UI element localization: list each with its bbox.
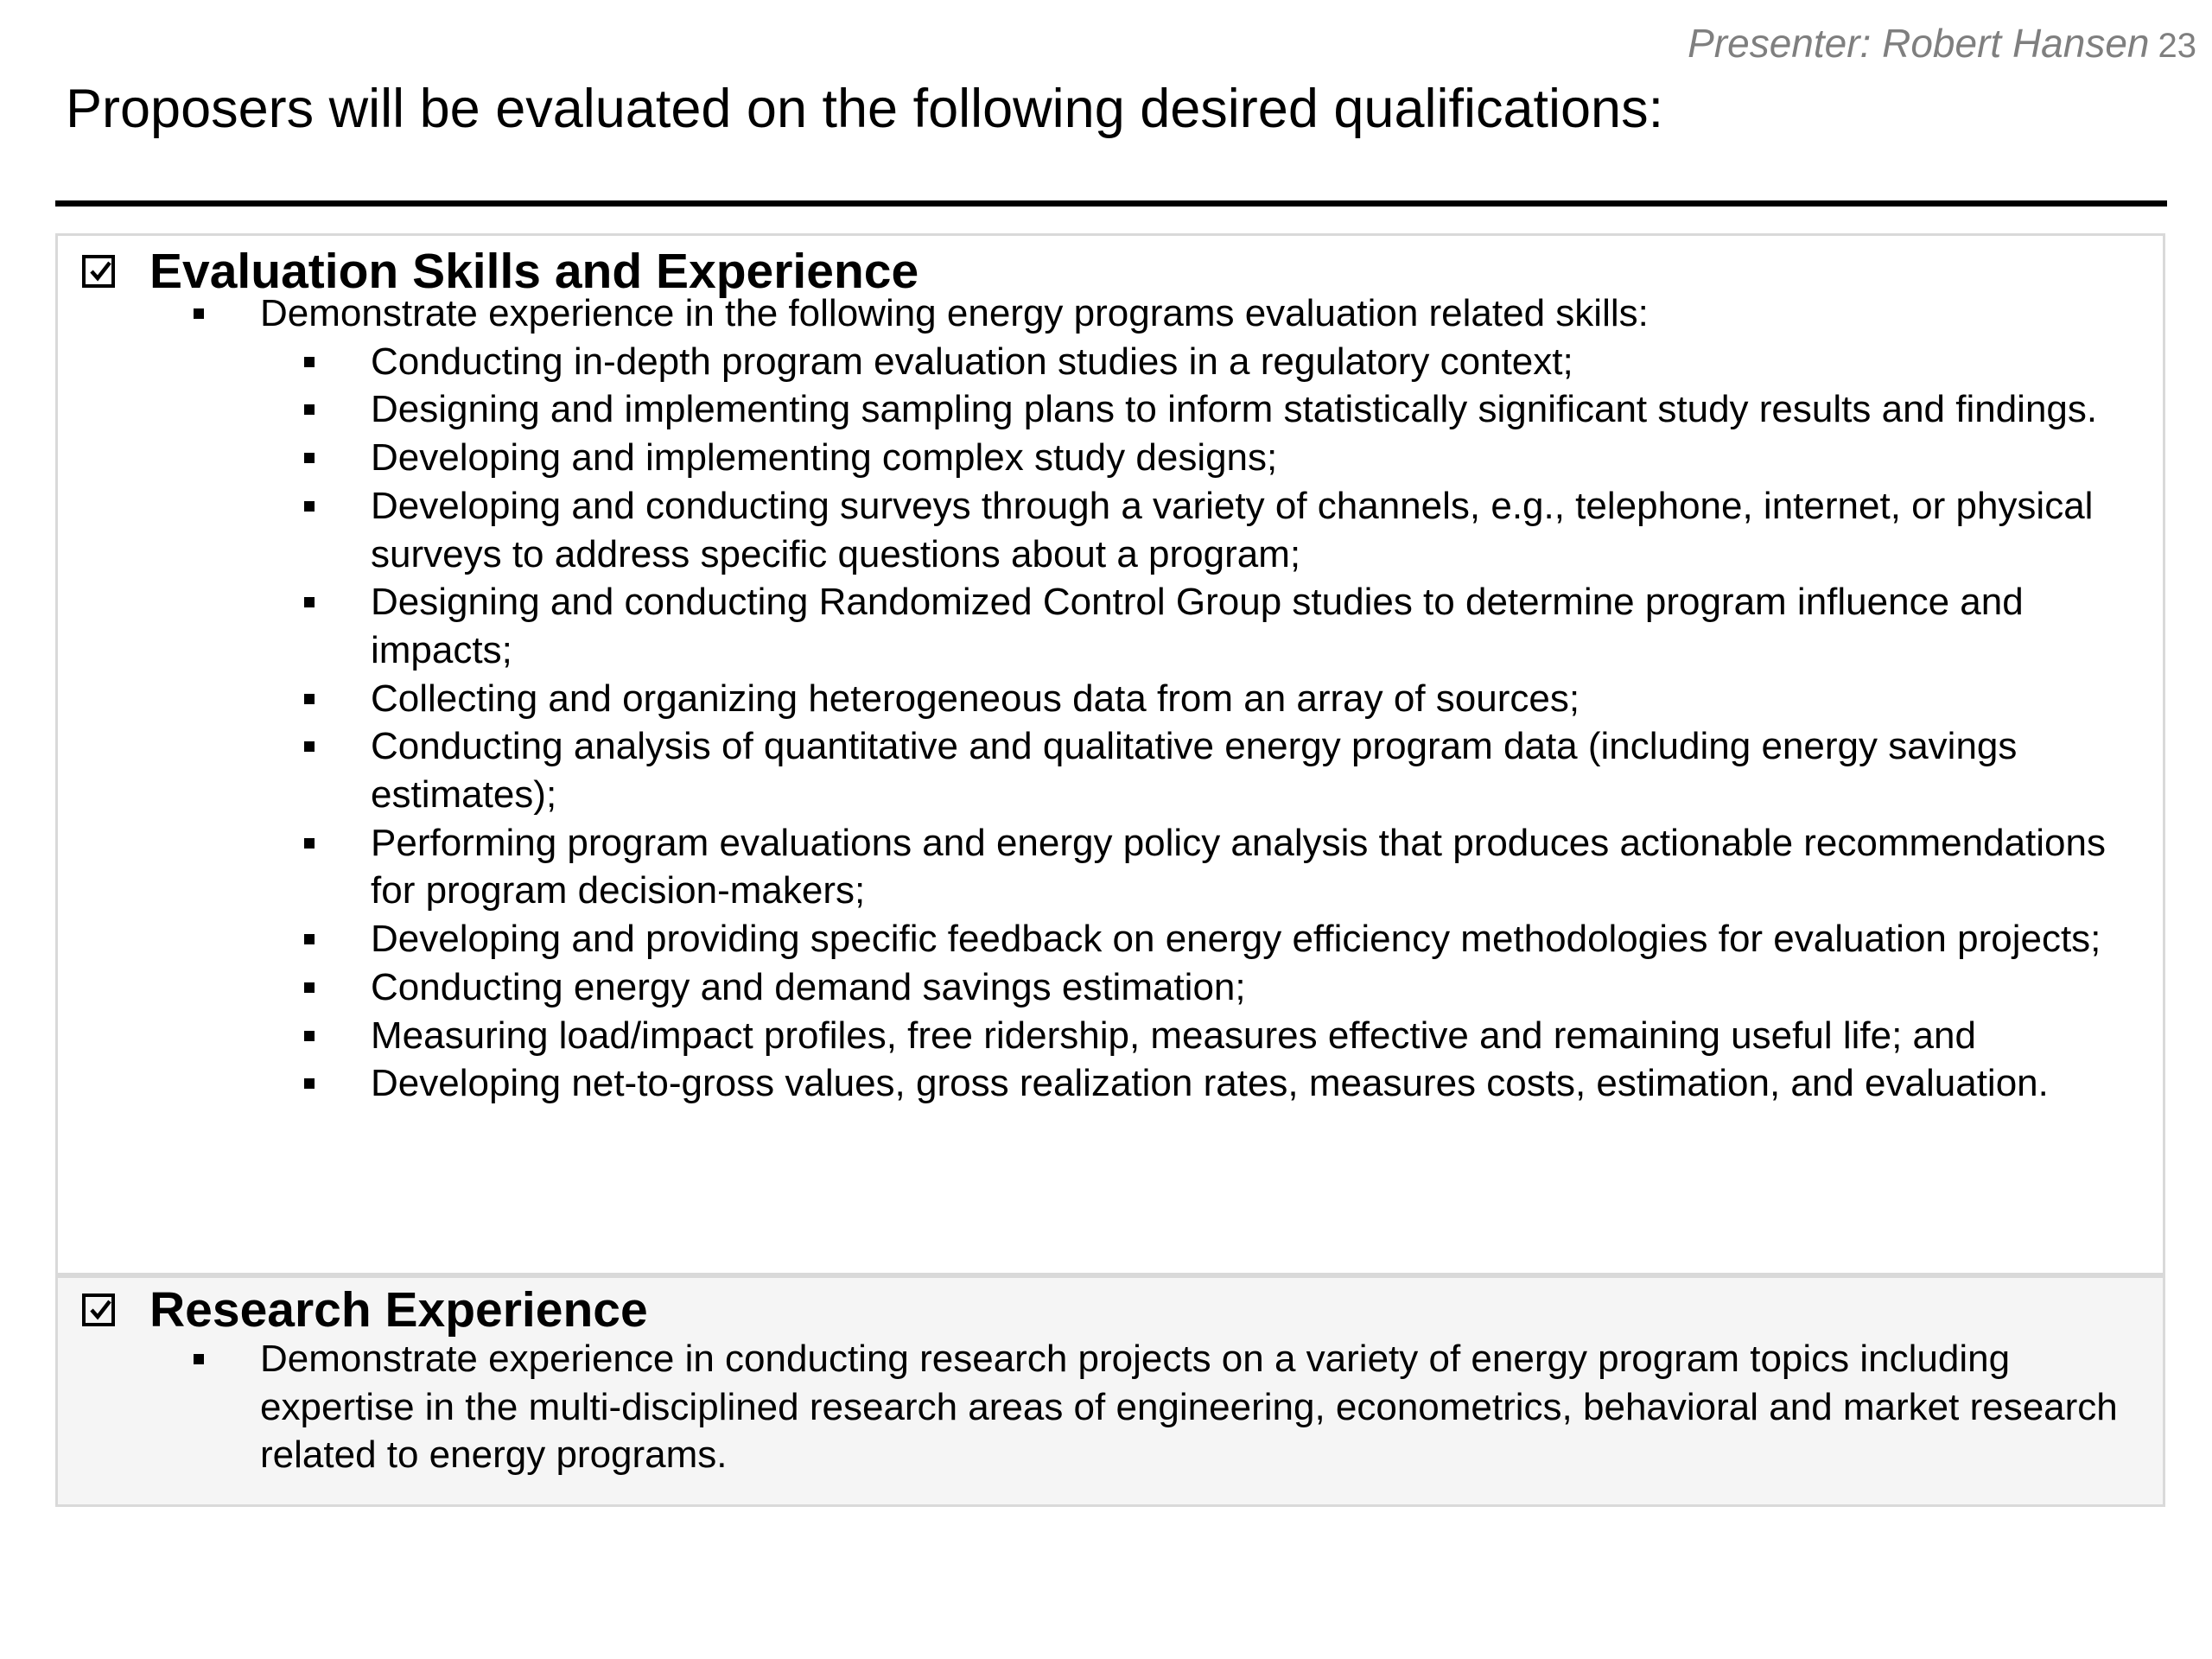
- section-evaluation-skills: [55, 233, 2165, 1275]
- skill-item: Developing net-to-gross values, gross realization rates, measures costs, estimation, and evaluation.: [371, 1059, 2163, 1108]
- section-heading: Research Experience: [149, 1282, 648, 1338]
- skill-item: Designing and conducting Randomized Control Group studies to determine program influence and impacts;: [371, 578, 2163, 674]
- skill-item: Conducting in-depth program evaluation studies in a regulatory context;: [371, 338, 2163, 386]
- section-intro-bullet: Demonstrate experience in the following energy programs evaluation related skills:: [260, 289, 2163, 338]
- skill-item: Developing and conducting surveys through a variety of channels, e.g., telephone, internet, or physical surveys to address specific questions about a program;: [371, 482, 2163, 578]
- skill-item: Conducting energy and demand savings estimation;: [371, 963, 2163, 1012]
- skills-list: [58, 338, 2163, 1108]
- skill-item: Conducting analysis of quantitative and qualitative energy program data (including energy savings estimates);: [371, 722, 2163, 818]
- page-title: Proposers will be evaluated on the following desired qualifications:: [66, 79, 1664, 139]
- skill-item: Performing program evaluations and energy policy analysis that produces actionable recommendations for program decision-makers;: [371, 819, 2163, 915]
- skill-item: Collecting and organizing heterogeneous data from an array of sources;: [371, 675, 2163, 723]
- section-heading: Evaluation Skills and Experience: [149, 244, 919, 299]
- checkbox-checked-icon: [82, 255, 115, 288]
- presenter-credit: [1688, 17, 2196, 72]
- skill-item: Designing and implementing sampling plans to inform statistically significant study results and findings.: [371, 385, 2163, 434]
- section-intro-bullet: Demonstrate experience in conducting research projects on a variety of energy program topics including expertise in the multi-disciplined research areas of engineering, econometrics, behavioral and market research related to energy programs.: [260, 1335, 2163, 1479]
- skill-item: Developing and providing specific feedback on energy efficiency methodologies for evaluation projects;: [371, 915, 2163, 963]
- skill-item: Developing and implementing complex study designs;: [371, 434, 2163, 482]
- presenter-name: Presenter: Robert Hansen: [1688, 21, 2150, 66]
- skill-item: Measuring load/impact profiles, free ridership, measures effective and remaining useful life; and: [371, 1012, 2163, 1060]
- title-divider: [55, 200, 2167, 207]
- checkbox-checked-icon: [82, 1294, 115, 1326]
- section-research-experience: [55, 1275, 2165, 1507]
- slide-number: 23: [2158, 27, 2196, 65]
